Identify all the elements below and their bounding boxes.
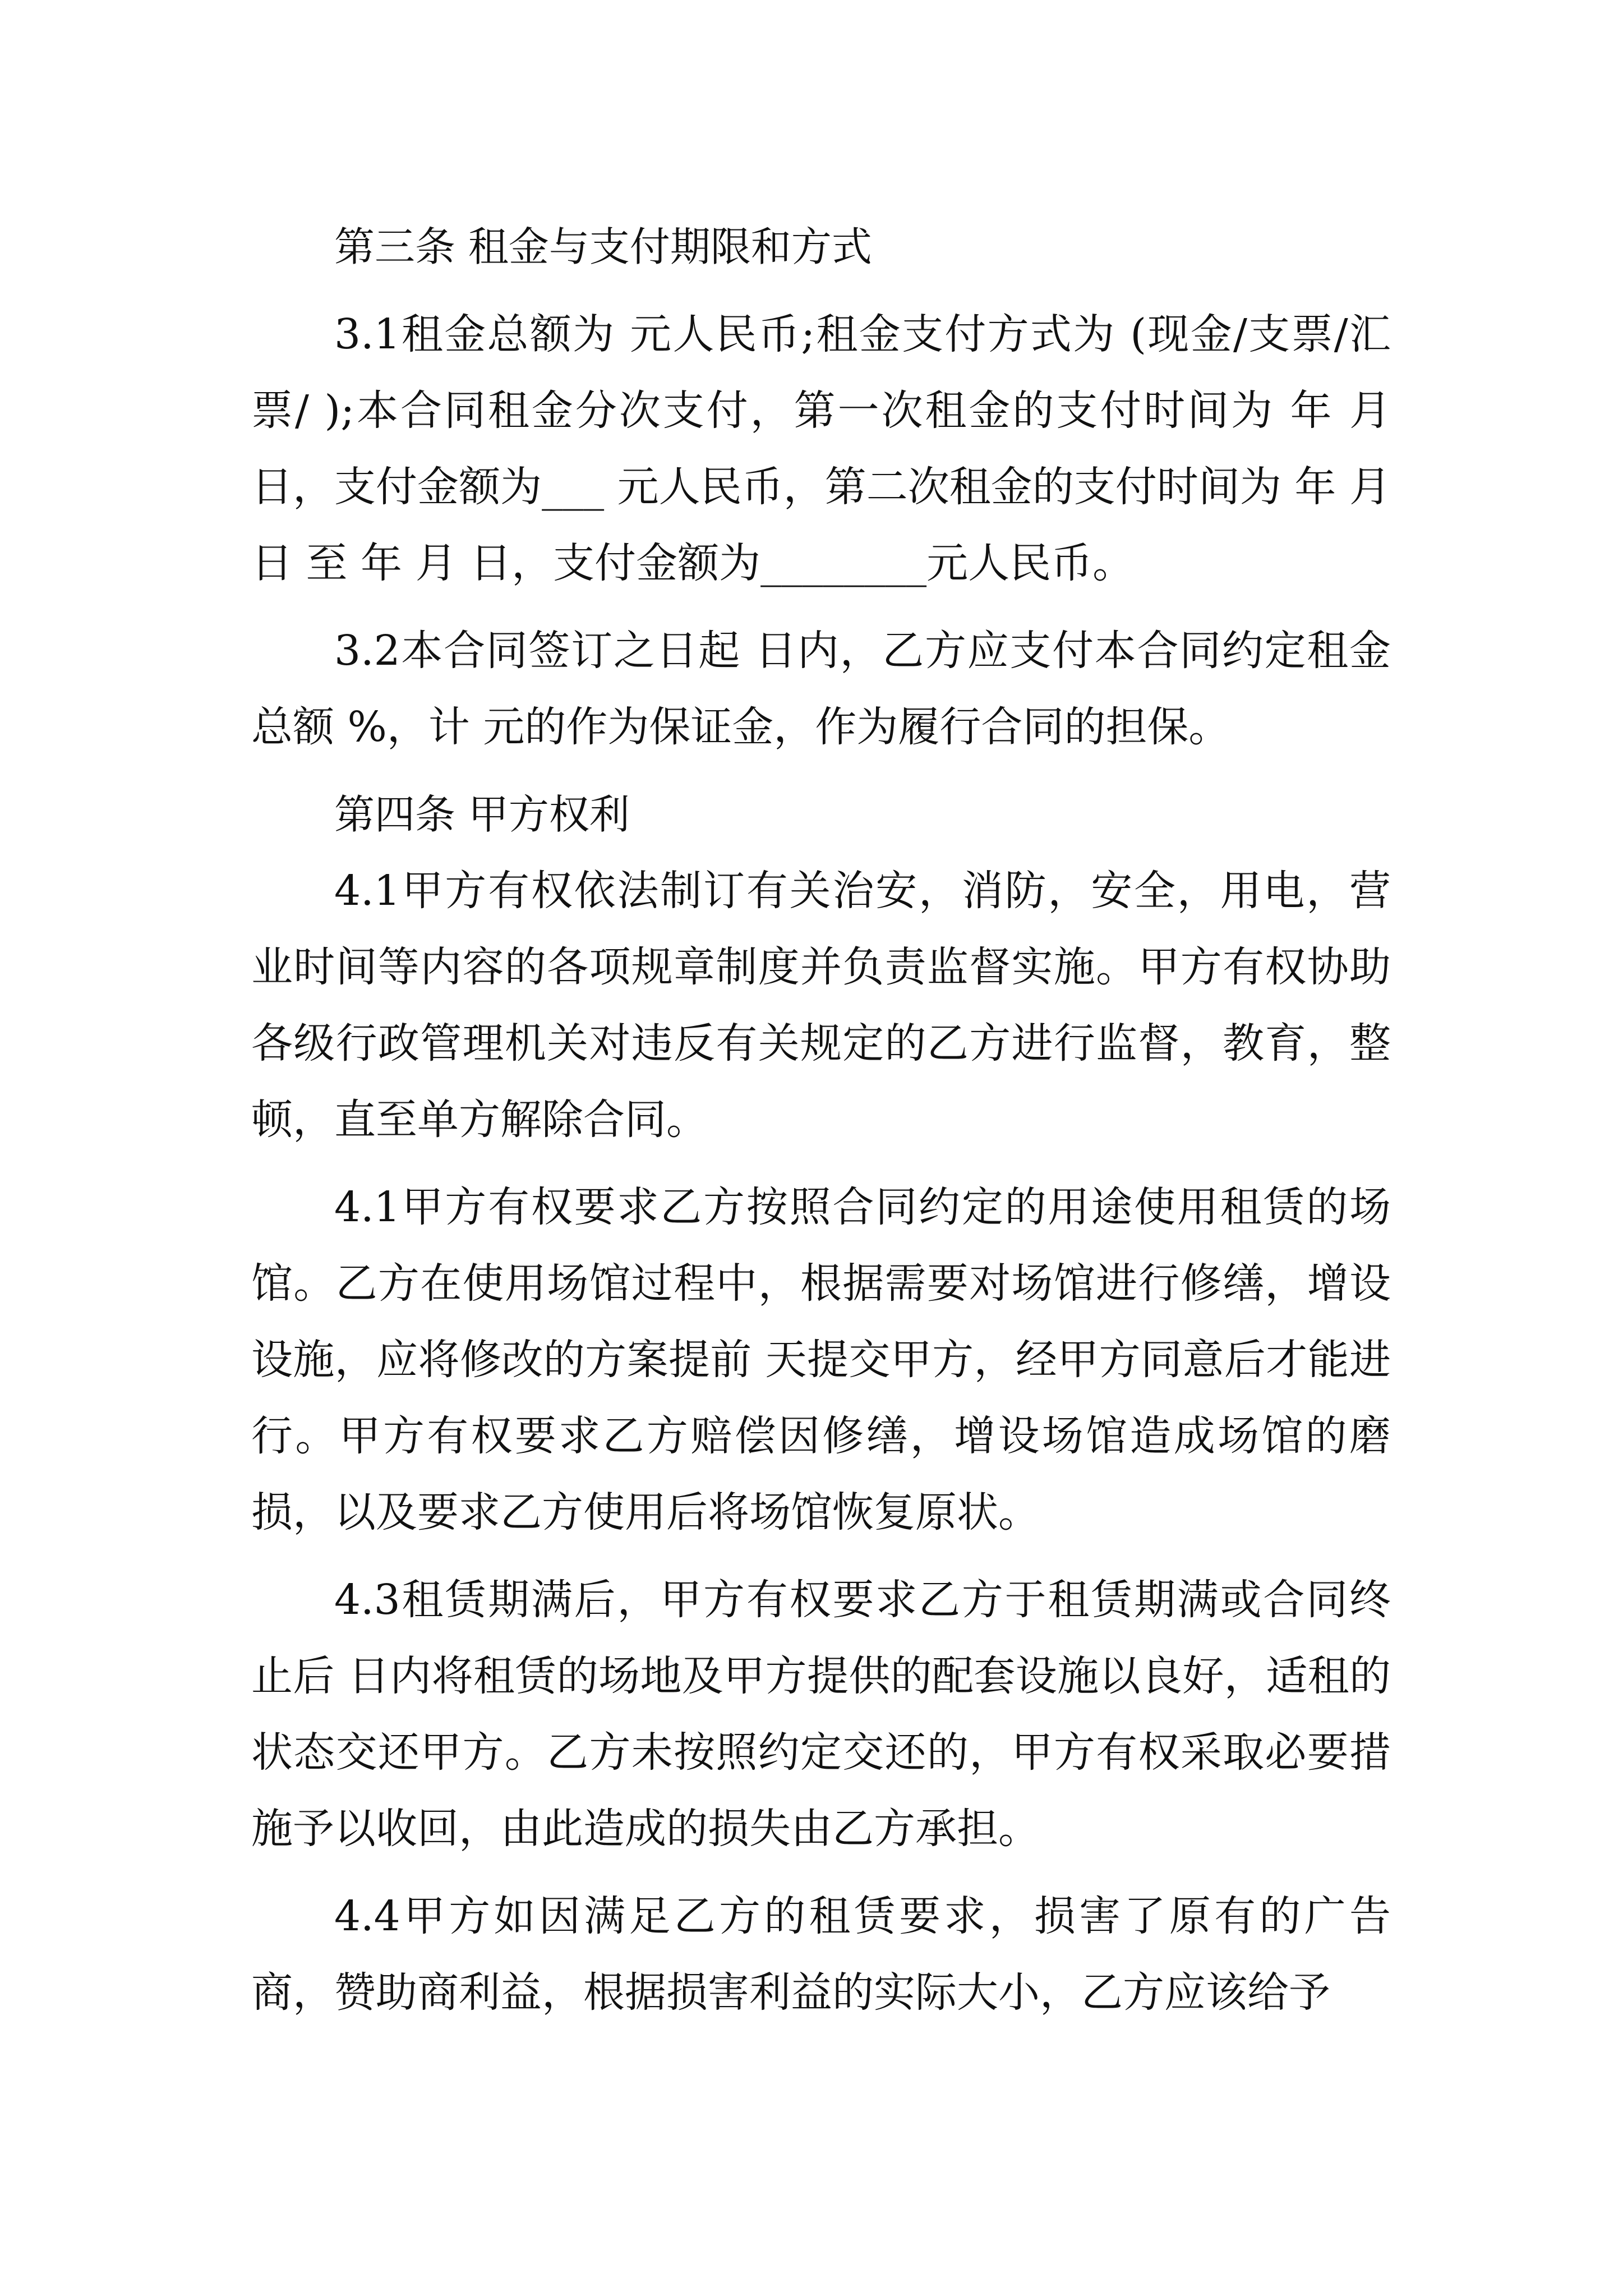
section-heading-article-4: 第四条 甲方权利 — [334, 791, 630, 838]
clause-4-1-a: 4.1甲方有权依法制订有关治安，消防，安全，用电，营业时间等内容的各项规章制度并负责监督实施。甲方有权协助各级行政管理机关对违反有关规定的乙方进行监督，教育，整顿，直至单方解除合同。 — [251, 867, 1391, 1144]
document-page — [251, 209, 1391, 2031]
clause-4-1-b: 4.1甲方有权要求乙方按照合同约定的用途使用租赁的场馆。乙方在使用场馆过程中，根据需要对场馆进行修缮，增设设施，应将修改的方案提前 天提交甲方，经甲方同意后才能进行。甲方有权要求乙方赔偿因修缮，增设场馆造成场馆的磨损，以及要求乙方使用后将场馆恢复原状。 — [251, 1183, 1391, 1536]
clause-4-4: 4.4甲方如因满足乙方的租赁要求，损害了原有的广告商，赞助商利益，根据损害利益的实际大小，乙方应该给予 — [251, 1892, 1391, 2017]
clause-3-2: 3.2本合同签订之日起 日内，乙方应支付本合同约定租金总额 %，计 元的作为保证金，作为履行合同的担保。 — [251, 627, 1391, 751]
clause-4-3: 4.3租赁期满后，甲方有权要求乙方于租赁期满或合同终止后 日内将租赁的场地及甲方提供的配套设施以良好，适租的状态交还甲方。乙方未按照约定交还的，甲方有权采取必要措施予以收回，由此造成的损失由乙方承担。 — [251, 1576, 1391, 1853]
clause-3-1: 3.1租金总额为 元人民币;租金支付方式为 (现金/支票/汇票/ );本合同租金分次支付，第一次租金的支付时间为 年 月 日，支付金额为___ 元人民币，第二次租金的支付时间为 年 月 日 至 年 月 日，支付金额为________元人民币。 — [251, 310, 1391, 587]
section-heading-article-3: 第三条 租金与支付期限和方式 — [334, 223, 872, 270]
